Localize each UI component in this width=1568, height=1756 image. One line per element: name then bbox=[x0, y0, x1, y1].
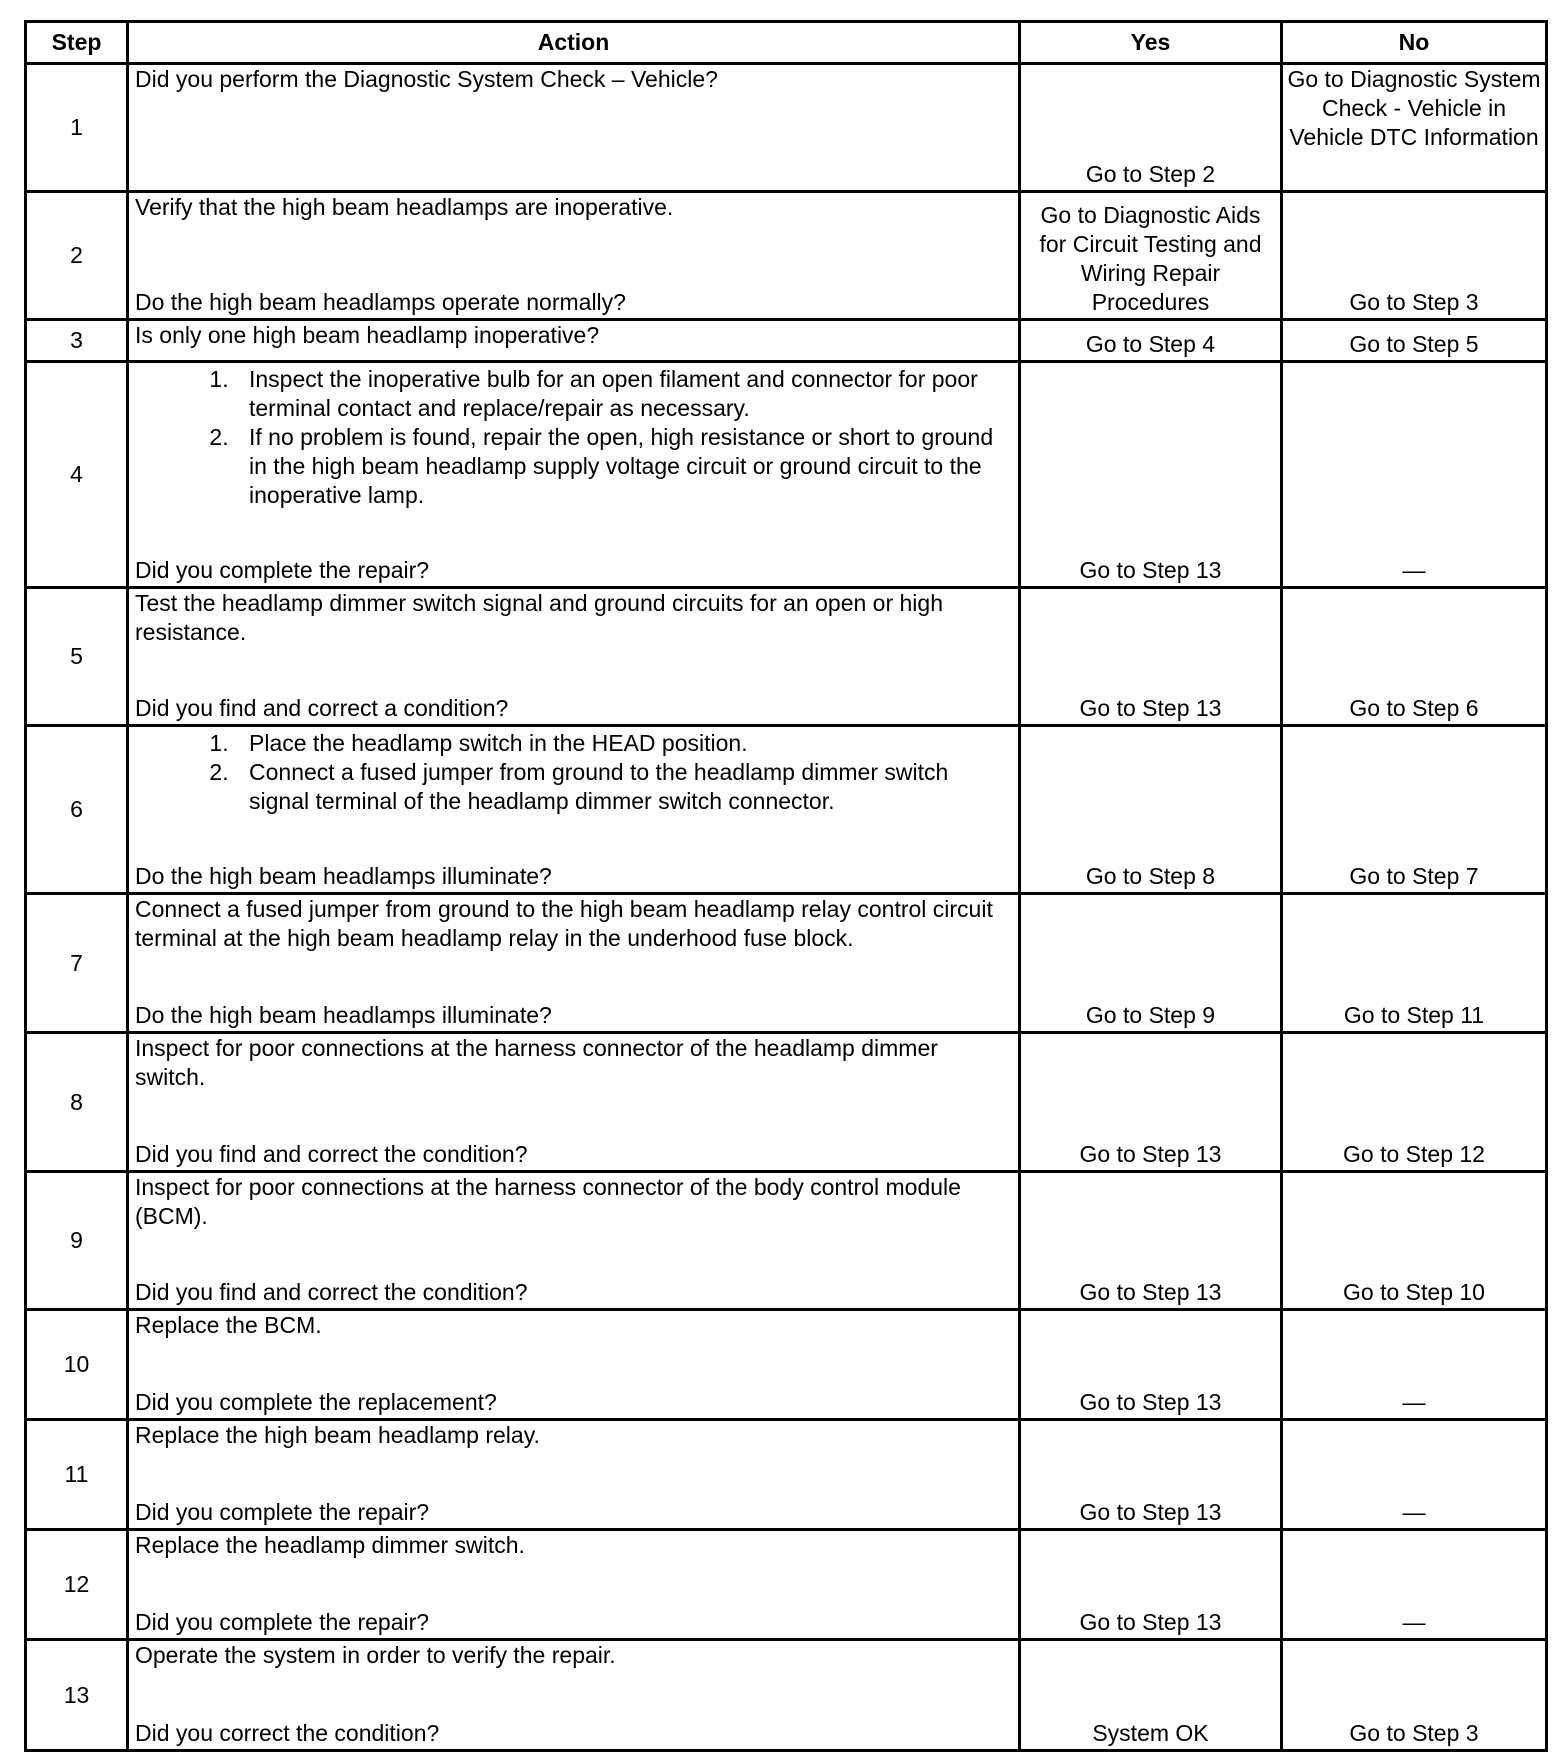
no-result: Go to Step 3 bbox=[1282, 1640, 1547, 1751]
header-row bbox=[26, 22, 1547, 64]
action-cell bbox=[128, 588, 1020, 726]
table-row bbox=[26, 1640, 1547, 1751]
action-step-list bbox=[135, 365, 1010, 510]
table-row bbox=[26, 64, 1547, 192]
diagnostic-table bbox=[24, 20, 1548, 1752]
action-instructions bbox=[135, 193, 1010, 222]
no-result: Go to Step 11 bbox=[1282, 894, 1547, 1033]
step-number: 12 bbox=[26, 1530, 128, 1640]
table-row bbox=[26, 588, 1547, 726]
action-text: Inspect for poor connections at the harness connector of the headlamp dimmer switch. bbox=[135, 1035, 938, 1090]
action-instructions bbox=[135, 321, 1010, 350]
yes-result: Go to Step 13 bbox=[1020, 1033, 1282, 1172]
action-content bbox=[135, 321, 1010, 359]
action-cell bbox=[128, 1310, 1020, 1420]
action-cell bbox=[128, 726, 1020, 894]
action-instructions bbox=[135, 727, 1010, 816]
action-content bbox=[135, 589, 1010, 723]
no-result: — bbox=[1282, 362, 1547, 588]
action-instructions bbox=[135, 363, 1010, 510]
action-content bbox=[135, 1421, 1010, 1527]
action-content bbox=[135, 65, 1010, 189]
action-content bbox=[135, 1531, 1010, 1637]
table-body bbox=[26, 64, 1547, 1751]
action-text: Is only one high beam headlamp inoperative? bbox=[135, 322, 600, 348]
action-question: Do the high beam headlamps operate normally? bbox=[135, 289, 626, 315]
yes-result: Go to Step 9 bbox=[1020, 894, 1282, 1033]
action-question: Did you find and correct a condition? bbox=[135, 695, 509, 721]
no-result: Go to Step 5 bbox=[1282, 320, 1547, 362]
action-text: Replace the headlamp dimmer switch. bbox=[135, 1532, 525, 1558]
action-content bbox=[135, 1034, 1010, 1169]
action-content bbox=[135, 727, 1010, 891]
header-action: Action bbox=[128, 22, 1020, 64]
action-instructions bbox=[135, 1641, 1010, 1670]
table-row bbox=[26, 894, 1547, 1033]
table-row bbox=[26, 726, 1547, 894]
action-content bbox=[135, 895, 1010, 1030]
yes-result: Go to Step 13 bbox=[1020, 1310, 1282, 1420]
action-question: Do the high beam headlamps illuminate? bbox=[135, 863, 552, 889]
step-number: 9 bbox=[26, 1172, 128, 1310]
table-row bbox=[26, 1172, 1547, 1310]
step-number: 11 bbox=[26, 1420, 128, 1530]
action-text: Replace the high beam headlamp relay. bbox=[135, 1422, 540, 1448]
step-number: 10 bbox=[26, 1310, 128, 1420]
action-cell bbox=[128, 1033, 1020, 1172]
action-cell bbox=[128, 1420, 1020, 1530]
action-instructions bbox=[135, 1173, 1010, 1231]
action-content bbox=[135, 363, 1010, 585]
no-result: — bbox=[1282, 1530, 1547, 1640]
yes-result: Go to Diagnostic Aids for Circuit Testing and Wiring Repair Procedures bbox=[1020, 192, 1282, 320]
action-question: Did you correct the condition? bbox=[135, 1720, 440, 1746]
no-result: Go to Diagnostic System Check - Vehicle in Vehicle DTC Information bbox=[1282, 64, 1547, 192]
action-cell bbox=[128, 320, 1020, 362]
action-content bbox=[135, 193, 1010, 317]
yes-result: Go to Step 4 bbox=[1020, 320, 1282, 362]
table-row bbox=[26, 1530, 1547, 1640]
action-cell bbox=[128, 1172, 1020, 1310]
action-text: Operate the system in order to verify the repair. bbox=[135, 1642, 616, 1668]
action-question: Did you find and correct the condition? bbox=[135, 1279, 528, 1305]
action-instructions bbox=[135, 1531, 1010, 1560]
header-no: No bbox=[1282, 22, 1547, 64]
action-instructions bbox=[135, 895, 1010, 953]
no-result: Go to Step 10 bbox=[1282, 1172, 1547, 1310]
action-instructions bbox=[135, 1034, 1010, 1092]
no-result: Go to Step 3 bbox=[1282, 192, 1547, 320]
no-result: Go to Step 6 bbox=[1282, 588, 1547, 726]
yes-result: Go to Step 13 bbox=[1020, 1530, 1282, 1640]
action-text: Did you perform the Diagnostic System Check – Vehicle? bbox=[135, 66, 718, 92]
step-number: 8 bbox=[26, 1033, 128, 1172]
header-step: Step bbox=[26, 22, 128, 64]
yes-result: Go to Step 13 bbox=[1020, 1420, 1282, 1530]
action-cell bbox=[128, 1640, 1020, 1751]
action-cell bbox=[128, 894, 1020, 1033]
action-content bbox=[135, 1641, 1010, 1748]
yes-result: System OK bbox=[1020, 1640, 1282, 1751]
action-text: Inspect for poor connections at the harness connector of the body control module (BCM). bbox=[135, 1174, 961, 1229]
action-question: Did you complete the repair? bbox=[135, 557, 430, 583]
action-question: Do the high beam headlamps illuminate? bbox=[135, 1002, 552, 1028]
yes-result: Go to Step 8 bbox=[1020, 726, 1282, 894]
action-text: Replace the BCM. bbox=[135, 1312, 322, 1338]
action-question: Did you complete the repair? bbox=[135, 1499, 430, 1525]
yes-result: Go to Step 2 bbox=[1020, 64, 1282, 192]
action-instructions bbox=[135, 1421, 1010, 1450]
yes-result: Go to Step 13 bbox=[1020, 1172, 1282, 1310]
step-number: 3 bbox=[26, 320, 128, 362]
action-step-item: 2. Connect a fused jumper from ground to the headlamp dimmer switch signal terminal of the headlamp dimmer switch connector. bbox=[235, 758, 1010, 816]
step-number: 13 bbox=[26, 1640, 128, 1751]
action-text: Verify that the high beam headlamps are inoperative. bbox=[135, 194, 674, 220]
step-number: 5 bbox=[26, 588, 128, 726]
table-row bbox=[26, 192, 1547, 320]
action-step-list bbox=[135, 729, 1010, 816]
table-row bbox=[26, 320, 1547, 362]
action-question: Did you complete the replacement? bbox=[135, 1389, 497, 1415]
table-row bbox=[26, 1310, 1547, 1420]
action-step-item: 1. Inspect the inoperative bulb for an open filament and connector for poor terminal contact and replace/repair as necessary. bbox=[235, 365, 1010, 423]
step-number: 2 bbox=[26, 192, 128, 320]
action-text: Connect a fused jumper from ground to the high beam headlamp relay control circuit terminal at the high beam headlamp relay in the underhood fuse block. bbox=[135, 896, 993, 951]
action-cell bbox=[128, 362, 1020, 588]
header-yes: Yes bbox=[1020, 22, 1282, 64]
no-result: Go to Step 12 bbox=[1282, 1033, 1547, 1172]
step-number: 6 bbox=[26, 726, 128, 894]
step-number: 1 bbox=[26, 64, 128, 192]
action-content bbox=[135, 1311, 1010, 1417]
step-number: 7 bbox=[26, 894, 128, 1033]
step-number: 4 bbox=[26, 362, 128, 588]
action-step-item: 1. Place the headlamp switch in the HEAD position. bbox=[235, 729, 1010, 758]
yes-result: Go to Step 13 bbox=[1020, 362, 1282, 588]
no-result: — bbox=[1282, 1310, 1547, 1420]
action-text: Test the headlamp dimmer switch signal and ground circuits for an open or high resistance. bbox=[135, 590, 943, 645]
table-row bbox=[26, 1420, 1547, 1530]
action-instructions bbox=[135, 65, 1010, 94]
action-cell bbox=[128, 1530, 1020, 1640]
no-result: Go to Step 7 bbox=[1282, 726, 1547, 894]
no-result: — bbox=[1282, 1420, 1547, 1530]
action-cell bbox=[128, 192, 1020, 320]
action-cell bbox=[128, 64, 1020, 192]
action-question: Did you find and correct the condition? bbox=[135, 1141, 528, 1167]
table-row bbox=[26, 1033, 1547, 1172]
action-instructions bbox=[135, 1311, 1010, 1340]
action-content bbox=[135, 1173, 1010, 1307]
yes-result: Go to Step 13 bbox=[1020, 588, 1282, 726]
action-question: Did you complete the repair? bbox=[135, 1609, 430, 1635]
table-row bbox=[26, 362, 1547, 588]
action-step-item: 2. If no problem is found, repair the open, high resistance or short to ground in the high beam headlamp supply voltage circuit or ground circuit to the inoperative lamp. bbox=[235, 423, 1010, 510]
action-instructions bbox=[135, 589, 1010, 647]
